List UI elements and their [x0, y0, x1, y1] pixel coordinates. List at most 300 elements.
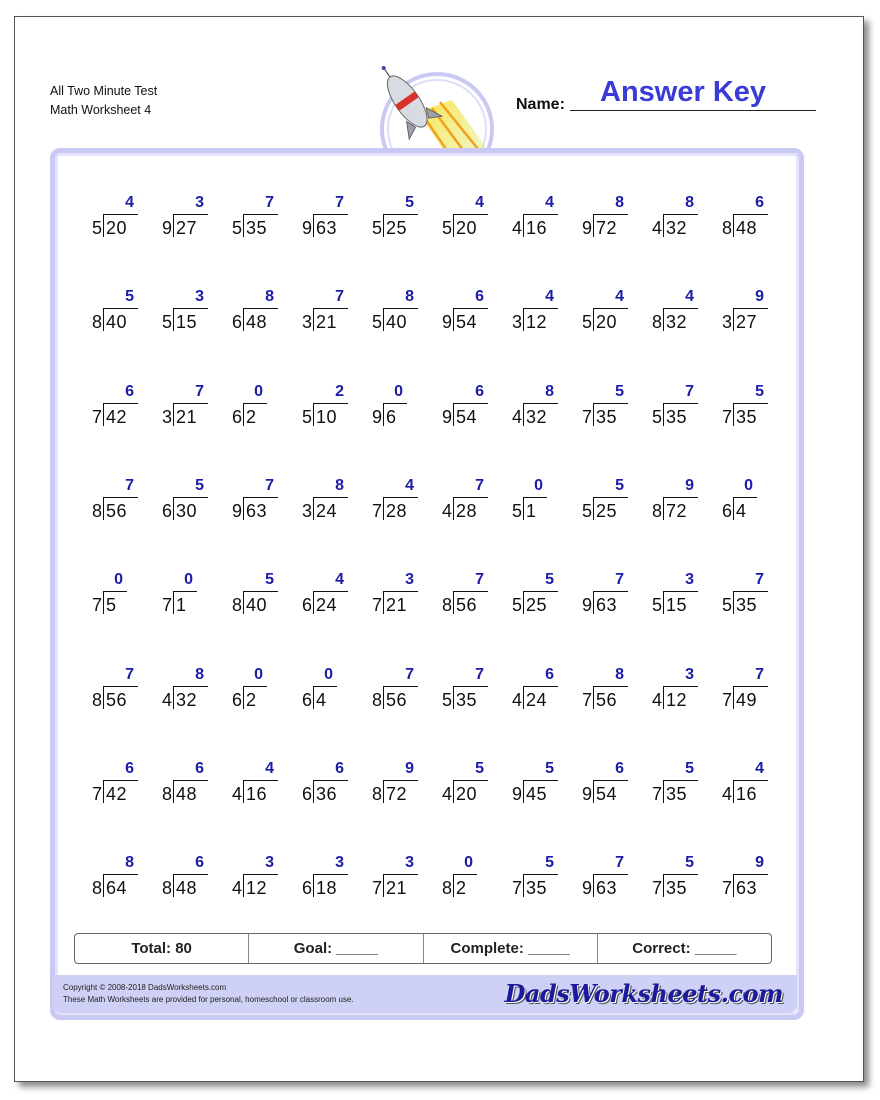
dividend: 35 — [666, 878, 688, 899]
dividend: 12 — [246, 878, 268, 899]
division-problem — [644, 288, 714, 348]
division-problem — [84, 760, 154, 820]
divisor: 5 — [371, 218, 382, 238]
division-problem — [84, 854, 154, 914]
divisor: 5 — [441, 218, 452, 238]
division-problem — [504, 288, 574, 348]
division-problem — [294, 477, 364, 537]
quotient-answer: 7 — [405, 665, 414, 683]
quotient-answer: 6 — [195, 759, 204, 777]
dividend: 32 — [176, 689, 198, 710]
quotient-answer: 2 — [335, 382, 344, 400]
division-problem — [574, 477, 644, 537]
quotient-answer: 5 — [195, 476, 204, 494]
divisor: 6 — [721, 500, 732, 521]
division-problem — [574, 383, 644, 443]
dividend: 42 — [106, 406, 128, 427]
dividend: 40 — [386, 312, 408, 333]
divisor: 4 — [721, 783, 732, 804]
division-problem — [224, 571, 294, 631]
divisor: 8 — [441, 595, 452, 616]
dividend: 35 — [666, 783, 688, 804]
division-problem — [294, 194, 364, 254]
quotient-answer: 8 — [685, 194, 694, 211]
dividend: 25 — [526, 595, 548, 616]
division-problem — [154, 194, 224, 254]
division-problem — [294, 288, 364, 348]
division-problem — [84, 288, 154, 348]
divisor: 5 — [581, 500, 592, 521]
dividend: 72 — [386, 783, 408, 804]
division-problem — [434, 383, 504, 443]
divisor: 4 — [441, 783, 452, 804]
quotient-answer: 9 — [755, 854, 764, 872]
dividend: 40 — [106, 312, 128, 333]
dividend: 1 — [176, 595, 187, 616]
division-problem — [714, 383, 784, 443]
worksheet-title — [50, 82, 157, 120]
name-label: Name: — [516, 96, 565, 113]
quotient-answer: 6 — [475, 288, 484, 306]
division-problem — [364, 760, 434, 820]
divisor: 4 — [651, 689, 662, 710]
score-bar — [74, 933, 772, 964]
quotient-answer: 5 — [615, 382, 624, 400]
divisor: 8 — [161, 783, 172, 804]
dividend: 20 — [456, 783, 478, 804]
divisor: 4 — [231, 878, 242, 899]
division-problem — [644, 477, 714, 537]
divisor: 9 — [231, 500, 242, 521]
divisor: 9 — [441, 406, 452, 427]
dividend: 21 — [176, 406, 198, 427]
dividend: 35 — [666, 406, 688, 427]
dividend: 48 — [736, 218, 758, 238]
dividend: 45 — [526, 783, 548, 804]
dividend: 21 — [316, 312, 338, 333]
quotient-answer: 7 — [475, 476, 484, 494]
dividend: 21 — [386, 595, 408, 616]
quotient-answer: 4 — [335, 571, 344, 589]
division-problem — [504, 383, 574, 443]
divisor: 8 — [91, 312, 102, 333]
division-problem — [644, 571, 714, 631]
quotient-answer: 3 — [265, 854, 274, 872]
quotient-answer: 5 — [545, 854, 554, 872]
division-problem — [434, 194, 504, 254]
divisor: 4 — [511, 689, 522, 710]
division-problem — [224, 383, 294, 443]
divisor: 5 — [651, 595, 662, 616]
division-problem — [154, 477, 224, 537]
correct-field: Correct: _____ — [632, 940, 737, 957]
quotient-answer: 7 — [335, 288, 344, 306]
dividend: 49 — [736, 689, 758, 710]
divisor: 8 — [651, 312, 662, 333]
dividend: 54 — [456, 312, 478, 333]
division-problem — [224, 288, 294, 348]
quotient-answer: 7 — [475, 571, 484, 589]
quotient-answer: 6 — [475, 382, 484, 400]
quotient-answer: 4 — [685, 288, 694, 306]
divisor: 4 — [231, 783, 242, 804]
dividend: 63 — [246, 500, 268, 521]
quotient-answer: 7 — [125, 476, 134, 494]
quotient-answer: 5 — [755, 382, 764, 400]
quotient-answer: 4 — [615, 288, 624, 306]
divisor: 5 — [161, 312, 172, 333]
quotient-answer: 5 — [405, 194, 414, 211]
brand-logo: DadsWorksheets.com — [504, 979, 783, 1008]
dividend: 54 — [456, 406, 478, 427]
divisor: 3 — [301, 500, 312, 521]
division-problem — [224, 760, 294, 820]
divisor: 5 — [721, 595, 732, 616]
divisor: 7 — [371, 500, 382, 521]
quotient-answer: 7 — [755, 571, 764, 589]
divisor: 9 — [511, 783, 522, 804]
dividend: 5 — [106, 595, 117, 616]
divisor: 3 — [161, 406, 172, 427]
divisor: 6 — [231, 312, 242, 333]
quotient-answer: 6 — [195, 854, 204, 872]
quotient-answer: 4 — [475, 194, 484, 211]
division-problem — [434, 666, 504, 726]
divisor: 9 — [161, 218, 172, 238]
dividend: 30 — [176, 500, 198, 521]
quotient-answer: 0 — [394, 382, 403, 400]
divisor: 7 — [721, 878, 732, 899]
divisor: 9 — [371, 406, 382, 427]
division-problem — [364, 194, 434, 254]
dividend: 12 — [526, 312, 548, 333]
quotient-answer: 7 — [615, 854, 624, 872]
dividend: 63 — [316, 218, 338, 238]
division-problem — [364, 666, 434, 726]
division-problem — [434, 477, 504, 537]
quotient-answer: 9 — [405, 759, 414, 777]
quotient-answer: 8 — [405, 288, 414, 306]
division-problem — [224, 477, 294, 537]
dividend: 24 — [316, 595, 338, 616]
divisor: 5 — [231, 218, 242, 238]
divisor: 8 — [651, 500, 662, 521]
quotient-answer: 6 — [125, 382, 134, 400]
divisor: 8 — [91, 878, 102, 899]
quotient-answer: 5 — [615, 476, 624, 494]
dividend: 35 — [736, 406, 758, 427]
divisor: 6 — [301, 783, 312, 804]
division-problem — [154, 666, 224, 726]
division-problem — [364, 288, 434, 348]
dividend: 10 — [316, 406, 338, 427]
dividend: 1 — [526, 500, 537, 521]
quotient-answer: 8 — [615, 194, 624, 211]
division-problem — [364, 854, 434, 914]
quotient-answer: 5 — [125, 288, 134, 306]
divisor: 8 — [91, 500, 102, 521]
divisor: 3 — [301, 312, 312, 333]
footer — [53, 975, 797, 1013]
division-problem — [644, 666, 714, 726]
dividend: 48 — [176, 878, 198, 899]
dividend: 12 — [666, 689, 688, 710]
divisor: 4 — [441, 500, 452, 521]
divisor: 5 — [511, 500, 522, 521]
quotient-answer: 0 — [254, 665, 263, 683]
divisor: 7 — [371, 595, 382, 616]
dividend: 20 — [456, 218, 478, 238]
quotient-answer: 4 — [755, 759, 764, 777]
division-problem — [714, 760, 784, 820]
quotient-answer: 0 — [534, 476, 543, 494]
dividend: 6 — [386, 406, 397, 427]
divisor: 9 — [581, 878, 592, 899]
division-problem — [154, 288, 224, 348]
quotient-answer: 7 — [335, 194, 344, 211]
divisor: 7 — [161, 595, 172, 616]
copyright-text: Copyright © 2008-2018 DadsWorksheets.com — [63, 983, 227, 992]
quotient-answer: 0 — [254, 382, 263, 400]
divisor: 9 — [581, 595, 592, 616]
copyright — [63, 982, 354, 1006]
division-problem — [364, 383, 434, 443]
division-problem — [84, 666, 154, 726]
dividend: 32 — [666, 218, 688, 238]
quotient-answer: 3 — [195, 288, 204, 306]
quotient-answer: 8 — [545, 382, 554, 400]
divisor: 7 — [651, 878, 662, 899]
title-line-2: Math Worksheet 4 — [50, 103, 152, 117]
division-problem — [224, 666, 294, 726]
dividend: 4 — [316, 689, 327, 710]
divisor: 5 — [371, 312, 382, 333]
divisor: 5 — [441, 689, 452, 710]
quotient-answer: 6 — [615, 759, 624, 777]
divisor: 7 — [371, 878, 382, 899]
dividend: 16 — [526, 218, 548, 238]
dividend: 64 — [106, 878, 128, 899]
division-problem — [574, 666, 644, 726]
divisor: 4 — [511, 406, 522, 427]
divisor: 4 — [651, 218, 662, 238]
quotient-answer: 3 — [195, 194, 204, 211]
name-line — [570, 110, 816, 111]
quotient-answer: 5 — [545, 571, 554, 589]
divisor: 8 — [371, 783, 382, 804]
dividend: 25 — [386, 218, 408, 238]
division-problem — [644, 194, 714, 254]
divisor: 6 — [231, 689, 242, 710]
division-problem — [644, 760, 714, 820]
dividend: 16 — [246, 783, 268, 804]
division-problem — [504, 854, 574, 914]
quotient-answer: 5 — [475, 759, 484, 777]
dividend: 24 — [316, 500, 338, 521]
divisor: 5 — [91, 218, 102, 238]
dividend: 15 — [666, 595, 688, 616]
division-problem — [154, 760, 224, 820]
dividend: 15 — [176, 312, 198, 333]
quotient-answer: 0 — [324, 665, 333, 683]
quotient-answer: 9 — [685, 476, 694, 494]
dividend: 27 — [176, 218, 198, 238]
divisor: 7 — [651, 783, 662, 804]
divisor: 6 — [301, 689, 312, 710]
divisor: 9 — [441, 312, 452, 333]
dividend: 32 — [526, 406, 548, 427]
quotient-answer: 4 — [265, 759, 274, 777]
quotient-answer: 0 — [114, 571, 123, 589]
quotient-answer: 7 — [685, 382, 694, 400]
dividend: 56 — [106, 689, 128, 710]
quotient-answer: 4 — [405, 476, 414, 494]
division-problem — [154, 571, 224, 631]
division-problem — [224, 194, 294, 254]
quotient-answer: 6 — [125, 759, 134, 777]
division-problem — [294, 666, 364, 726]
divisor: 7 — [91, 783, 102, 804]
quotient-answer: 3 — [405, 854, 414, 872]
dividend: 40 — [246, 595, 268, 616]
divisor: 8 — [161, 878, 172, 899]
divisor: 9 — [301, 218, 312, 238]
quotient-answer: 8 — [615, 665, 624, 683]
division-problem — [714, 477, 784, 537]
quotient-answer: 8 — [335, 476, 344, 494]
dividend: 48 — [176, 783, 198, 804]
division-problem — [574, 571, 644, 631]
dividend: 35 — [736, 595, 758, 616]
total-count: Total: 80 — [75, 934, 249, 963]
division-problem — [294, 760, 364, 820]
divisor: 7 — [721, 406, 732, 427]
dividend: 20 — [106, 218, 128, 238]
division-problem — [434, 854, 504, 914]
dividend: 2 — [456, 878, 467, 899]
division-problem — [714, 288, 784, 348]
division-problem — [504, 194, 574, 254]
division-problem — [574, 760, 644, 820]
division-problem — [644, 854, 714, 914]
divisor: 5 — [581, 312, 592, 333]
quotient-answer: 3 — [685, 571, 694, 589]
divisor: 6 — [161, 500, 172, 521]
division-problem — [364, 477, 434, 537]
division-problem — [714, 194, 784, 254]
division-problem — [364, 571, 434, 631]
division-problem — [504, 477, 574, 537]
division-problem — [84, 571, 154, 631]
quotient-answer: 6 — [755, 194, 764, 211]
dividend: 27 — [736, 312, 758, 333]
dividend: 63 — [596, 595, 618, 616]
goal-field: Goal: _____ — [249, 934, 423, 963]
divisor: 7 — [511, 878, 522, 899]
division-problem — [434, 288, 504, 348]
division-problem — [574, 288, 644, 348]
dividend: 54 — [596, 783, 618, 804]
quotient-answer: 3 — [405, 571, 414, 589]
divisor: 7 — [581, 689, 592, 710]
divisor: 7 — [91, 595, 102, 616]
quotient-answer: 9 — [755, 288, 764, 306]
dividend: 56 — [386, 689, 408, 710]
quotient-answer: 8 — [195, 665, 204, 683]
quotient-answer: 0 — [184, 571, 193, 589]
division-problem — [84, 194, 154, 254]
dividend: 20 — [596, 312, 618, 333]
dividend: 28 — [456, 500, 478, 521]
quotient-answer: 6 — [545, 665, 554, 683]
division-problem — [714, 571, 784, 631]
dividend: 63 — [596, 878, 618, 899]
dividend: 35 — [526, 878, 548, 899]
dividend: 36 — [316, 783, 338, 804]
quotient-answer: 8 — [125, 854, 134, 872]
dividend: 35 — [456, 689, 478, 710]
division-problem — [294, 383, 364, 443]
dividend: 72 — [596, 218, 618, 238]
division-problem — [154, 854, 224, 914]
dividend: 2 — [246, 689, 257, 710]
quotient-answer: 7 — [125, 665, 134, 683]
divisor: 6 — [231, 406, 242, 427]
title-line-1: All Two Minute Test — [50, 84, 158, 98]
division-problem — [644, 383, 714, 443]
answer-key-label: Answer Key — [600, 76, 767, 108]
quotient-answer: 7 — [265, 194, 274, 211]
quotient-answer: 0 — [744, 476, 753, 494]
quotient-answer: 5 — [545, 759, 554, 777]
dividend: 35 — [596, 406, 618, 427]
divisor: 9 — [581, 783, 592, 804]
dividend: 72 — [666, 500, 688, 521]
division-problem — [84, 383, 154, 443]
division-problem — [84, 477, 154, 537]
dividend: 25 — [596, 500, 618, 521]
quotient-answer: 7 — [195, 382, 204, 400]
dividend: 48 — [246, 312, 268, 333]
divisor: 7 — [91, 406, 102, 427]
quotient-answer: 7 — [265, 476, 274, 494]
quotient-answer: 6 — [335, 759, 344, 777]
dividend: 56 — [596, 689, 618, 710]
division-problem — [714, 854, 784, 914]
division-problem — [714, 666, 784, 726]
division-problem — [504, 760, 574, 820]
divisor: 8 — [231, 595, 242, 616]
dividend: 32 — [666, 312, 688, 333]
quotient-answer: 7 — [615, 571, 624, 589]
divisor: 7 — [721, 689, 732, 710]
divisor: 5 — [651, 406, 662, 427]
division-problem — [224, 854, 294, 914]
divisor: 3 — [721, 312, 732, 333]
divisor: 8 — [371, 689, 382, 710]
divisor: 9 — [581, 218, 592, 238]
divisor: 5 — [511, 595, 522, 616]
usage-notice: These Math Worksheets are provided for personal, homeschool or classroom use. — [63, 995, 354, 1004]
divisor: 7 — [581, 406, 592, 427]
dividend: 4 — [736, 500, 747, 521]
dividend: 18 — [316, 878, 338, 899]
divisor: 8 — [721, 218, 732, 238]
quotient-answer: 4 — [545, 194, 554, 211]
division-problem — [294, 854, 364, 914]
dividend: 56 — [106, 500, 128, 521]
quotient-answer: 7 — [755, 665, 764, 683]
